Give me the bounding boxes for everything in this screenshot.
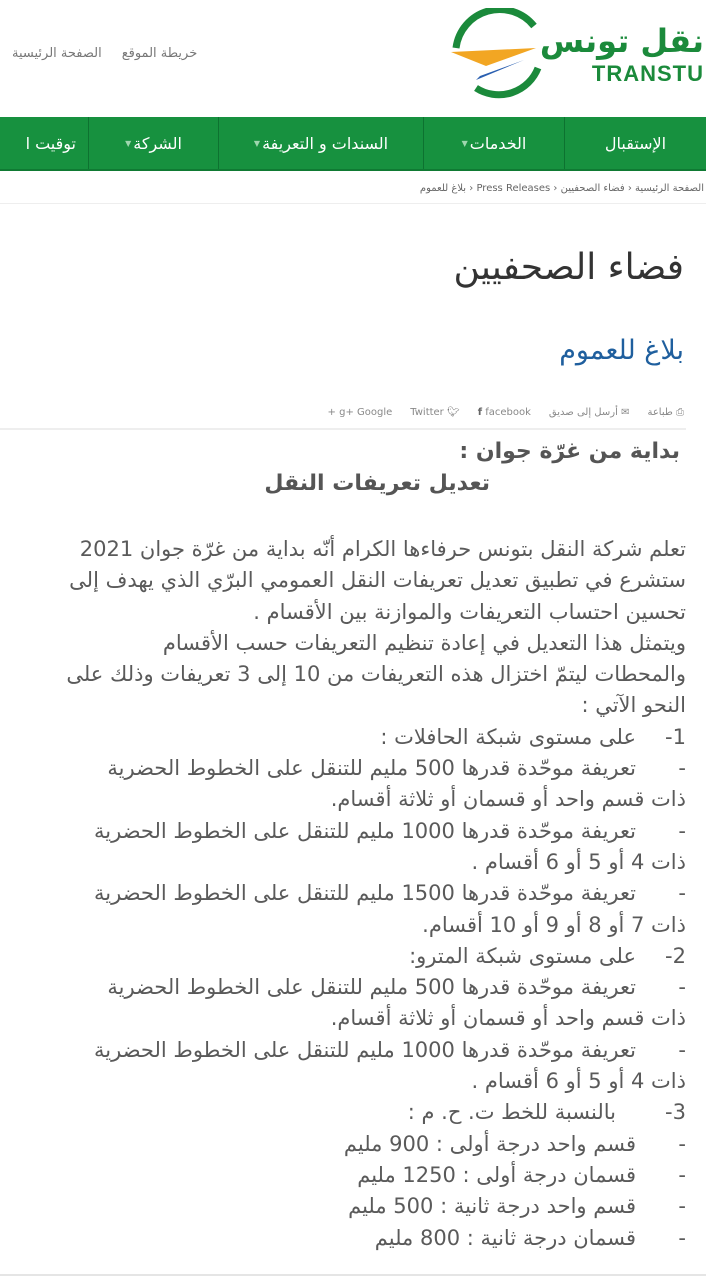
page-title: فضاء الصحفيين (453, 247, 684, 288)
divider (0, 1274, 706, 1276)
email-label: أرسل إلى صديق (548, 407, 618, 418)
line-text: النحو الآتي : (581, 693, 686, 718)
envelope-icon: ✉ (621, 407, 630, 418)
article-line (0, 1097, 706, 1128)
home-link[interactable]: الصفحة الرئيسية (12, 46, 102, 61)
twitter-label: Twitter (410, 407, 444, 418)
list-marker: 2- (665, 943, 686, 968)
article-line (0, 1191, 706, 1222)
list-marker: - (678, 1225, 686, 1250)
list-marker: - (678, 1131, 686, 1156)
line-text: على مستوى شبكة الحافلات : (380, 724, 636, 749)
email-button[interactable] (549, 406, 630, 420)
breadcrumb-press[interactable]: فضاء الصحفيين (560, 183, 625, 194)
line-text: على مستوى شبكة المترو: (409, 943, 636, 968)
list-marker: - (678, 975, 686, 1000)
line-text: والمحطات ليتمّ اختزال هذه التعريفات من 10 إلى 3 تعريفات وذلك على (66, 662, 686, 687)
list-marker: - (678, 756, 686, 781)
list-marker: 3- (665, 1100, 686, 1125)
line-text: تعريفة موحّدة قدرها 500 مليم للتنقل على الخطوط الحضرية (107, 756, 636, 781)
nav-company[interactable] (88, 117, 218, 169)
nav-label: الخدمات (469, 133, 527, 153)
facebook-icon: f (477, 407, 483, 418)
article-line (0, 784, 706, 815)
logo-arabic: نقل تونس (539, 22, 704, 60)
breadcrumb: الصفحة الرئيسية ‹ فضاء الصحفيين ‹ Press Releases ‹ بلاغ للعموم (419, 183, 704, 194)
nav-label: السندات و التعريفة (262, 133, 389, 153)
transtu-logo[interactable] (446, 8, 706, 104)
breadcrumb-press-releases[interactable]: Press Releases (476, 183, 551, 194)
article-line (0, 597, 706, 628)
divider (0, 428, 686, 430)
article-line (0, 1223, 706, 1254)
article-line (0, 878, 706, 909)
line-text: ستشرع في تطبيق تعديل تعريفات النقل العمومي البرّي الذي يهدف إلى (69, 568, 686, 593)
sitemap-link[interactable]: خريطة الموقع (121, 46, 198, 61)
article-line (0, 753, 706, 784)
google-plus-button[interactable] (328, 406, 393, 420)
line-text: قسمان درجة ثانية : 800 مليم (374, 1225, 636, 1250)
article-body (0, 534, 706, 1254)
line-text: ذات 4 أو 5 أو 6 أقسام . (471, 1069, 686, 1094)
line-text: تحسين احتساب التعريفات والموازنة بين الأقسام . (253, 599, 686, 624)
nav-services[interactable] (423, 117, 564, 169)
divider (0, 203, 706, 204)
line-text: تعلم شركة النقل بتونس حرفاءها الكرام أنّه بداية من غرّة جوان 2021 (79, 537, 686, 561)
nav-label: الإستقبال (604, 133, 667, 153)
content-subheading: تعديل تعريفات النقل (264, 471, 490, 496)
list-marker: - (678, 1194, 686, 1219)
line-text: تعريفة موحّدة قدرها 1000 مليم للتنقل على الخطوط الحضرية (94, 1037, 636, 1062)
main-nav (0, 117, 706, 171)
chevron-down-icon: ▼ (125, 138, 132, 148)
chevron-down-icon: ▼ (461, 138, 468, 148)
article-line (0, 1066, 706, 1097)
line-text: تعريفة موحّدة قدرها 500 مليم للتنقل على الخطوط الحضرية (107, 975, 636, 1000)
share-bar (328, 406, 684, 420)
article-line (0, 1035, 706, 1066)
article-line (0, 941, 706, 972)
breadcrumb-home[interactable]: الصفحة الرئيسية (635, 183, 704, 194)
list-marker: - (678, 1162, 686, 1187)
top-links (12, 46, 197, 61)
article-line (0, 690, 706, 721)
content-heading: بداية من غرّة جوان : (459, 439, 680, 464)
line-text: ذات قسم واحد أو قسمان أو ثلاثة أقسام. (330, 787, 686, 812)
article-line (0, 972, 706, 1003)
print-label: طباعة (647, 407, 673, 418)
print-button[interactable] (647, 406, 684, 420)
line-text: تعريفة موحّدة قدرها 1500 مليم للتنقل على الخطوط الحضرية (94, 881, 636, 906)
article-line (0, 1003, 706, 1034)
article-line (0, 534, 706, 565)
line-text: قسم واحد درجة ثانية : 500 مليم (348, 1194, 636, 1219)
nav-tickets-fares[interactable] (218, 117, 423, 169)
twitter-button[interactable] (410, 406, 459, 420)
article-line (0, 628, 706, 659)
facebook-button[interactable] (478, 406, 531, 420)
article-line (0, 722, 706, 753)
nav-schedule[interactable] (0, 117, 88, 169)
logo-english: TRANSTU (591, 61, 704, 86)
line-text: ذات 4 أو 5 أو 6 أقسام . (471, 849, 686, 874)
line-text: ذات 7 أو 8 أو 9 أو 10 أقسام. (422, 912, 686, 937)
printer-icon: ⎙ (676, 407, 684, 418)
breadcrumb-current: بلاغ للعموم (419, 183, 467, 194)
article-line (0, 910, 706, 941)
list-marker: - (678, 881, 686, 906)
nav-home[interactable] (564, 117, 706, 169)
line-text: ذات قسم واحد أو قسمان أو ثلاثة أقسام. (330, 1006, 686, 1031)
article-line (0, 847, 706, 878)
facebook-label: facebook (485, 407, 531, 418)
google-label: Google + (327, 407, 393, 418)
line-text: تعريفة موحّدة قدرها 1000 مليم للتنقل على الخطوط الحضرية (94, 818, 636, 843)
chevron-down-icon: ▼ (253, 138, 261, 148)
article-line (0, 816, 706, 847)
twitter-icon: 🐦︎ (446, 407, 460, 418)
article-title[interactable]: بلاغ للعموم (559, 335, 684, 366)
line-text: ويتمثل هذا التعديل في إعادة تنظيم التعريفات حسب الأقسام (162, 630, 686, 655)
nav-label: توقيت ا (25, 133, 76, 153)
list-marker: - (678, 818, 686, 843)
line-text: قسم واحد درجة أولى : 900 مليم (343, 1131, 636, 1156)
line-text: بالنسبة للخط ت. ح. م : (407, 1100, 616, 1125)
google-plus-icon: g+ (339, 407, 354, 418)
article-line (0, 1160, 706, 1191)
list-marker: - (678, 1037, 686, 1062)
article-line (0, 1129, 706, 1160)
article-line (0, 565, 706, 596)
list-marker: 1- (665, 724, 686, 749)
nav-label: الشركة (133, 133, 182, 153)
line-text: قسمان درجة أولى : 1250 مليم (357, 1162, 636, 1187)
article-line (0, 659, 706, 690)
